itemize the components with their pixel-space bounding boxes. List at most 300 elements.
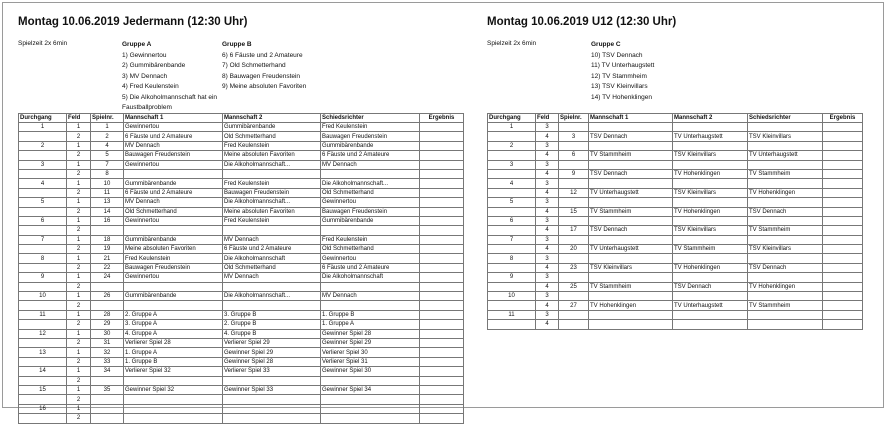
cell-mannschaft-1: Gewinner Spiel 32 [124, 385, 223, 394]
group-a-team: 5) Die Alkoholmannschaft hat ein Faustballproblem [122, 93, 218, 111]
table-row [19, 141, 464, 150]
cell-mannschaft-2: Verlierer Spiel 29 [223, 338, 321, 347]
cell-spielnr: 31 [91, 338, 124, 347]
cell-spielnr: 25 [559, 282, 589, 291]
cell-ergebnis [420, 310, 464, 319]
cell-mannschaft-2 [673, 123, 748, 132]
cell-ergebnis [420, 404, 464, 413]
cell-durchgang [488, 132, 536, 141]
cell-mannschaft-2 [673, 273, 748, 282]
cell-durchgang [488, 188, 536, 197]
cell-ergebnis [420, 245, 464, 254]
cell-mannschaft-2: Gewinner Spiel 29 [223, 348, 321, 357]
table-row [488, 245, 863, 254]
cell-ergebnis [420, 207, 464, 216]
group-a-team: 3) MV Dennach [122, 72, 168, 80]
table-row [19, 132, 464, 141]
cell-feld: 1 [67, 216, 91, 225]
cell-mannschaft-2 [673, 235, 748, 244]
cell-durchgang: 9 [19, 273, 67, 282]
cell-spielnr [559, 216, 589, 225]
cell-spielnr [91, 301, 124, 310]
cell-spielnr: 26 [91, 292, 124, 301]
table-row [488, 160, 863, 169]
cell-mannschaft-1: TSV Kleinvillars [589, 263, 673, 272]
cell-mannschaft-2: TV Hohenklingen [673, 263, 748, 272]
cell-feld: 4 [536, 169, 559, 178]
table-row [488, 301, 863, 310]
cell-ergebnis [420, 273, 464, 282]
cell-durchgang: 8 [488, 254, 536, 263]
cell-mannschaft-2 [223, 282, 321, 291]
cell-feld: 1 [67, 310, 91, 319]
table-row [19, 310, 464, 319]
cell-mannschaft-1: TV Unterhaugstett [589, 188, 673, 197]
cell-mannschaft-2 [673, 216, 748, 225]
table-row [19, 235, 464, 244]
table-row [488, 226, 863, 235]
cell-mannschaft-1: TSV Dennach [589, 226, 673, 235]
cell-durchgang: 7 [488, 235, 536, 244]
cell-ergebnis [420, 235, 464, 244]
cell-mannschaft-1 [124, 414, 223, 423]
group-a-team: 4) Fred Keulenstein [122, 83, 179, 90]
cell-feld: 1 [67, 179, 91, 188]
cell-feld: 1 [67, 273, 91, 282]
cell-ergebnis [823, 273, 863, 282]
cell-mannschaft-1 [589, 198, 673, 207]
cell-schiedsrichter [321, 169, 420, 178]
cell-schiedsrichter [748, 273, 823, 282]
cell-schiedsrichter [321, 404, 420, 413]
cell-durchgang [19, 376, 67, 385]
cell-spielnr [559, 160, 589, 169]
cell-ergebnis [823, 160, 863, 169]
cell-feld: 2 [67, 282, 91, 291]
cell-feld: 4 [536, 151, 559, 160]
cell-spielnr: 35 [91, 385, 124, 394]
cell-spielnr: 7 [91, 160, 124, 169]
cell-ergebnis [420, 169, 464, 178]
cell-schiedsrichter [748, 292, 823, 301]
cell-mannschaft-2: TSV Kleinvillars [673, 188, 748, 197]
col-spielnr: Spielnr. [559, 114, 589, 123]
col-schiedsrichter: Schiedsrichter [748, 114, 823, 123]
cell-mannschaft-2: 6 Fäuste und 2 Amateure [223, 245, 321, 254]
cell-schiedsrichter: Gewinner Spiel 30 [321, 367, 420, 376]
cell-schiedsrichter: 6 Fäuste und 2 Amateure [321, 151, 420, 160]
cell-durchgang: 4 [488, 179, 536, 188]
cell-mannschaft-1: Verlierer Spiel 28 [124, 338, 223, 347]
cell-ergebnis [420, 254, 464, 263]
cell-ergebnis [420, 367, 464, 376]
cell-feld: 2 [67, 226, 91, 235]
cell-durchgang [19, 169, 67, 178]
cell-durchgang: 7 [19, 235, 67, 244]
cell-mannschaft-2 [673, 320, 748, 329]
cell-schiedsrichter [321, 414, 420, 423]
cell-durchgang [19, 263, 67, 272]
col-mannschaft-1: Mannschaft 1 [589, 114, 673, 123]
cell-mannschaft-2 [223, 404, 321, 413]
cell-schiedsrichter [748, 160, 823, 169]
cell-spielnr: 4 [91, 141, 124, 150]
jedermann-title: Montag 10.06.2019 Jedermann (12:30 Uhr) [18, 16, 248, 28]
cell-mannschaft-1: Gummibärenbande [124, 235, 223, 244]
cell-mannschaft-1: Bauwagen Freudenstein [124, 151, 223, 160]
group-c-title: Gruppe C [591, 41, 621, 48]
cell-durchgang [488, 301, 536, 310]
cell-ergebnis [823, 282, 863, 291]
table-row [488, 198, 863, 207]
cell-schiedsrichter: Die Alkoholmannschaft... [321, 179, 420, 188]
cell-mannschaft-1: Old Schmetterhand [124, 207, 223, 216]
cell-feld: 2 [67, 395, 91, 404]
cell-schiedsrichter [321, 301, 420, 310]
cell-mannschaft-2: Gewinner Spiel 33 [223, 385, 321, 394]
cell-feld: 3 [536, 310, 559, 319]
table-row [488, 188, 863, 197]
table-row [488, 254, 863, 263]
cell-spielnr: 16 [91, 216, 124, 225]
group-c [591, 40, 701, 103]
cell-schiedsrichter [748, 320, 823, 329]
cell-spielnr [91, 414, 124, 423]
cell-schiedsrichter: TV Stammheim [748, 169, 823, 178]
cell-mannschaft-2: TV Hohenklingen [673, 169, 748, 178]
cell-feld: 3 [536, 141, 559, 150]
cell-mannschaft-1: 1. Gruppe B [124, 357, 223, 366]
cell-ergebnis [823, 198, 863, 207]
table-row [19, 188, 464, 197]
cell-ergebnis [420, 301, 464, 310]
table-row [19, 226, 464, 235]
cell-mannschaft-2: MV Dennach [223, 235, 321, 244]
u12-title: Montag 10.06.2019 U12 (12:30 Uhr) [487, 16, 677, 28]
group-b-title: Gruppe B [222, 41, 252, 48]
cell-schiedsrichter [321, 376, 420, 385]
cell-feld: 4 [536, 263, 559, 272]
table-row [19, 320, 464, 329]
cell-mannschaft-1: 6 Fäuste und 2 Amateure [124, 132, 223, 141]
table-row [488, 273, 863, 282]
table-row [19, 338, 464, 347]
cell-durchgang: 15 [19, 385, 67, 394]
cell-mannschaft-2 [673, 310, 748, 319]
col-spielnr: Spielnr. [91, 114, 124, 123]
cell-mannschaft-2: Die Alkoholmannschaft... [223, 198, 321, 207]
cell-durchgang [488, 226, 536, 235]
cell-feld: 1 [67, 385, 91, 394]
cell-feld: 4 [536, 207, 559, 216]
cell-durchgang: 5 [19, 198, 67, 207]
col-durchgang: Durchgang [488, 114, 536, 123]
table-row [19, 160, 464, 169]
cell-feld: 3 [536, 254, 559, 263]
cell-schiedsrichter: Gummibärenbande [321, 216, 420, 225]
group-c-team: 13) TSV Kleinvillars [591, 83, 648, 90]
cell-schiedsrichter: Gewinnertou [321, 198, 420, 207]
table-row [19, 367, 464, 376]
cell-durchgang [19, 414, 67, 423]
cell-ergebnis [420, 198, 464, 207]
col-mannschaft-2: Mannschaft 2 [673, 114, 748, 123]
cell-ergebnis [420, 292, 464, 301]
cell-spielnr: 20 [559, 245, 589, 254]
group-b-team: 9) Meine absoluten Favoriten [222, 83, 307, 90]
cell-mannschaft-2: Meine absoluten Favoriten [223, 207, 321, 216]
table-row [19, 292, 464, 301]
cell-mannschaft-1 [589, 273, 673, 282]
cell-ergebnis [823, 179, 863, 188]
cell-mannschaft-2 [223, 169, 321, 178]
cell-spielnr [91, 404, 124, 413]
cell-mannschaft-2: 3. Gruppe B [223, 310, 321, 319]
cell-mannschaft-2: MV Dennach [223, 273, 321, 282]
table-row [488, 123, 863, 132]
cell-mannschaft-2: Gewinner Spiel 28 [223, 357, 321, 366]
cell-mannschaft-1 [124, 226, 223, 235]
cell-spielnr: 11 [91, 188, 124, 197]
cell-schiedsrichter: Old Schmetterhand [321, 188, 420, 197]
cell-feld: 2 [67, 169, 91, 178]
table-row [488, 207, 863, 216]
cell-spielnr: 23 [559, 263, 589, 272]
cell-ergebnis [823, 254, 863, 263]
cell-schiedsrichter: TV Stammheim [748, 301, 823, 310]
cell-schiedsrichter: TSV Kleinvillars [748, 132, 823, 141]
cell-ergebnis [420, 188, 464, 197]
cell-ergebnis [823, 263, 863, 272]
cell-feld: 3 [536, 292, 559, 301]
table-row [19, 169, 464, 178]
cell-spielnr [91, 282, 124, 291]
table-row [19, 179, 464, 188]
table-row [19, 395, 464, 404]
table-row [488, 151, 863, 160]
table-row [19, 414, 464, 423]
cell-feld: 1 [67, 235, 91, 244]
cell-durchgang [19, 395, 67, 404]
cell-schiedsrichter [748, 179, 823, 188]
cell-spielnr: 21 [91, 254, 124, 263]
cell-durchgang [19, 226, 67, 235]
cell-mannschaft-1: TV Stammheim [589, 207, 673, 216]
cell-mannschaft-2 [223, 395, 321, 404]
cell-durchgang [488, 245, 536, 254]
cell-mannschaft-2 [223, 376, 321, 385]
cell-feld: 1 [67, 160, 91, 169]
cell-schiedsrichter: TSV Dennach [748, 263, 823, 272]
cell-spielnr: 12 [559, 188, 589, 197]
cell-ergebnis [823, 207, 863, 216]
cell-durchgang: 3 [19, 160, 67, 169]
cell-schiedsrichter: Fred Keulenstein [321, 235, 420, 244]
table-row [19, 348, 464, 357]
cell-mannschaft-2: TV Unterhaugstett [673, 301, 748, 310]
cell-feld: 2 [67, 207, 91, 216]
cell-mannschaft-1: Gewinnertou [124, 273, 223, 282]
cell-spielnr: 3 [559, 132, 589, 141]
table-row [19, 273, 464, 282]
table-row [488, 263, 863, 272]
cell-durchgang: 10 [488, 292, 536, 301]
cell-mannschaft-1: Gewinnertou [124, 123, 223, 132]
cell-schiedsrichter [321, 395, 420, 404]
cell-schiedsrichter: TV Stammheim [748, 226, 823, 235]
cell-schiedsrichter [748, 198, 823, 207]
u12-schedule-table [487, 113, 863, 330]
cell-durchgang: 11 [19, 310, 67, 319]
cell-mannschaft-1 [589, 254, 673, 263]
cell-feld: 2 [67, 245, 91, 254]
cell-schiedsrichter: Bauwagen Freudenstein [321, 132, 420, 141]
cell-mannschaft-2: TV Stammheim [673, 245, 748, 254]
cell-feld: 3 [536, 160, 559, 169]
cell-spielnr: 6 [559, 151, 589, 160]
cell-ergebnis [420, 216, 464, 225]
cell-feld: 4 [536, 320, 559, 329]
table-row [488, 216, 863, 225]
cell-schiedsrichter: Bauwagen Freudenstein [321, 207, 420, 216]
cell-spielnr: 22 [91, 263, 124, 272]
cell-spielnr [91, 226, 124, 235]
col-ergebnis: Ergebnis [823, 114, 863, 123]
cell-schiedsrichter [748, 123, 823, 132]
group-b-team: 7) Old Schmetterhand [222, 62, 286, 69]
table-row [488, 310, 863, 319]
cell-mannschaft-1: TV Hohenklingen [589, 301, 673, 310]
cell-durchgang: 4 [19, 179, 67, 188]
cell-durchgang: 5 [488, 198, 536, 207]
cell-schiedsrichter: Gewinner Spiel 28 [321, 329, 420, 338]
cell-schiedsrichter: Gewinner Spiel 34 [321, 385, 420, 394]
cell-schiedsrichter: 1. Gruppe A [321, 320, 420, 329]
cell-mannschaft-1 [589, 320, 673, 329]
cell-mannschaft-1 [124, 404, 223, 413]
cell-ergebnis [420, 385, 464, 394]
cell-mannschaft-2: Verlierer Spiel 33 [223, 367, 321, 376]
col-ergebnis: Ergebnis [420, 114, 464, 123]
jedermann-schedule-table [18, 113, 464, 424]
cell-feld: 4 [536, 245, 559, 254]
cell-durchgang: 13 [19, 348, 67, 357]
cell-ergebnis [823, 123, 863, 132]
group-a-team: 2) Gummibärenbande [122, 62, 186, 69]
cell-spielnr: 9 [559, 169, 589, 178]
cell-ergebnis [420, 357, 464, 366]
cell-durchgang: 9 [488, 273, 536, 282]
cell-schiedsrichter [748, 310, 823, 319]
table-row [19, 123, 464, 132]
col-feld: Feld [536, 114, 559, 123]
cell-feld: 4 [536, 301, 559, 310]
cell-schiedsrichter: TV Unterhaugstett [748, 151, 823, 160]
cell-schiedsrichter [748, 216, 823, 225]
cell-feld: 1 [67, 254, 91, 263]
cell-feld: 4 [536, 132, 559, 141]
cell-spielnr: 18 [91, 235, 124, 244]
cell-ergebnis [823, 226, 863, 235]
cell-mannschaft-1 [589, 123, 673, 132]
cell-durchgang [488, 169, 536, 178]
cell-ergebnis [823, 310, 863, 319]
table-row [19, 151, 464, 160]
cell-feld: 3 [536, 273, 559, 282]
cell-durchgang: 2 [488, 141, 536, 150]
cell-ergebnis [823, 301, 863, 310]
cell-mannschaft-1 [589, 141, 673, 150]
cell-mannschaft-2: Old Schmetterhand [223, 132, 321, 141]
cell-schiedsrichter: Gewinner Spiel 29 [321, 338, 420, 347]
cell-schiedsrichter: TSV Dennach [748, 207, 823, 216]
cell-spielnr: 24 [91, 273, 124, 282]
cell-spielnr [559, 292, 589, 301]
table-row [19, 254, 464, 263]
group-c-team: 11) TV Unterhaugstett [591, 62, 655, 69]
cell-spielnr [559, 198, 589, 207]
cell-feld: 2 [67, 151, 91, 160]
cell-mannschaft-1: TV Unterhaugstett [589, 245, 673, 254]
table-row [488, 179, 863, 188]
cell-schiedsrichter [748, 254, 823, 263]
cell-feld: 2 [67, 301, 91, 310]
cell-ergebnis [823, 151, 863, 160]
cell-spielnr [559, 179, 589, 188]
cell-durchgang [19, 301, 67, 310]
group-b-team: 6) 6 Fäuste und 2 Amateure [222, 51, 303, 59]
cell-mannschaft-1: Meine absoluten Favoriten [124, 245, 223, 254]
table-row [19, 263, 464, 272]
cell-schiedsrichter: 1. Gruppe B [321, 310, 420, 319]
cell-feld: 4 [536, 282, 559, 291]
cell-feld: 2 [67, 376, 91, 385]
cell-mannschaft-2: 4. Gruppe B [223, 329, 321, 338]
cell-mannschaft-1: Bauwagen Freudenstein [124, 263, 223, 272]
cell-schiedsrichter: Die Alkoholmannschaft [321, 273, 420, 282]
cell-mannschaft-1: MV Dennach [124, 198, 223, 207]
table-row [488, 292, 863, 301]
cell-mannschaft-1 [589, 160, 673, 169]
cell-feld: 3 [536, 198, 559, 207]
cell-spielnr: 8 [91, 169, 124, 178]
cell-durchgang [19, 132, 67, 141]
cell-mannschaft-1: TV Stammheim [589, 282, 673, 291]
cell-schiedsrichter: MV Dennach [321, 160, 420, 169]
table-row [19, 329, 464, 338]
table-row [19, 245, 464, 254]
cell-durchgang [19, 320, 67, 329]
group-a-team: 1) Gewinnertou [122, 51, 167, 59]
cell-schiedsrichter: Fred Keulenstein [321, 123, 420, 132]
cell-ergebnis [823, 235, 863, 244]
cell-durchgang [19, 282, 67, 291]
table-row [488, 141, 863, 150]
cell-mannschaft-1: Gewinnertou [124, 216, 223, 225]
cell-durchgang: 1 [19, 123, 67, 132]
cell-mannschaft-1: Fred Keulenstein [124, 254, 223, 263]
cell-ergebnis [823, 141, 863, 150]
cell-durchgang [19, 151, 67, 160]
table-header-row [488, 114, 863, 123]
cell-schiedsrichter [321, 282, 420, 291]
cell-mannschaft-2: Fred Keulenstein [223, 141, 321, 150]
cell-mannschaft-1: TSV Dennach [589, 132, 673, 141]
cell-mannschaft-2 [223, 301, 321, 310]
cell-ergebnis [420, 123, 464, 132]
cell-spielnr: 10 [91, 179, 124, 188]
table-row [19, 207, 464, 216]
